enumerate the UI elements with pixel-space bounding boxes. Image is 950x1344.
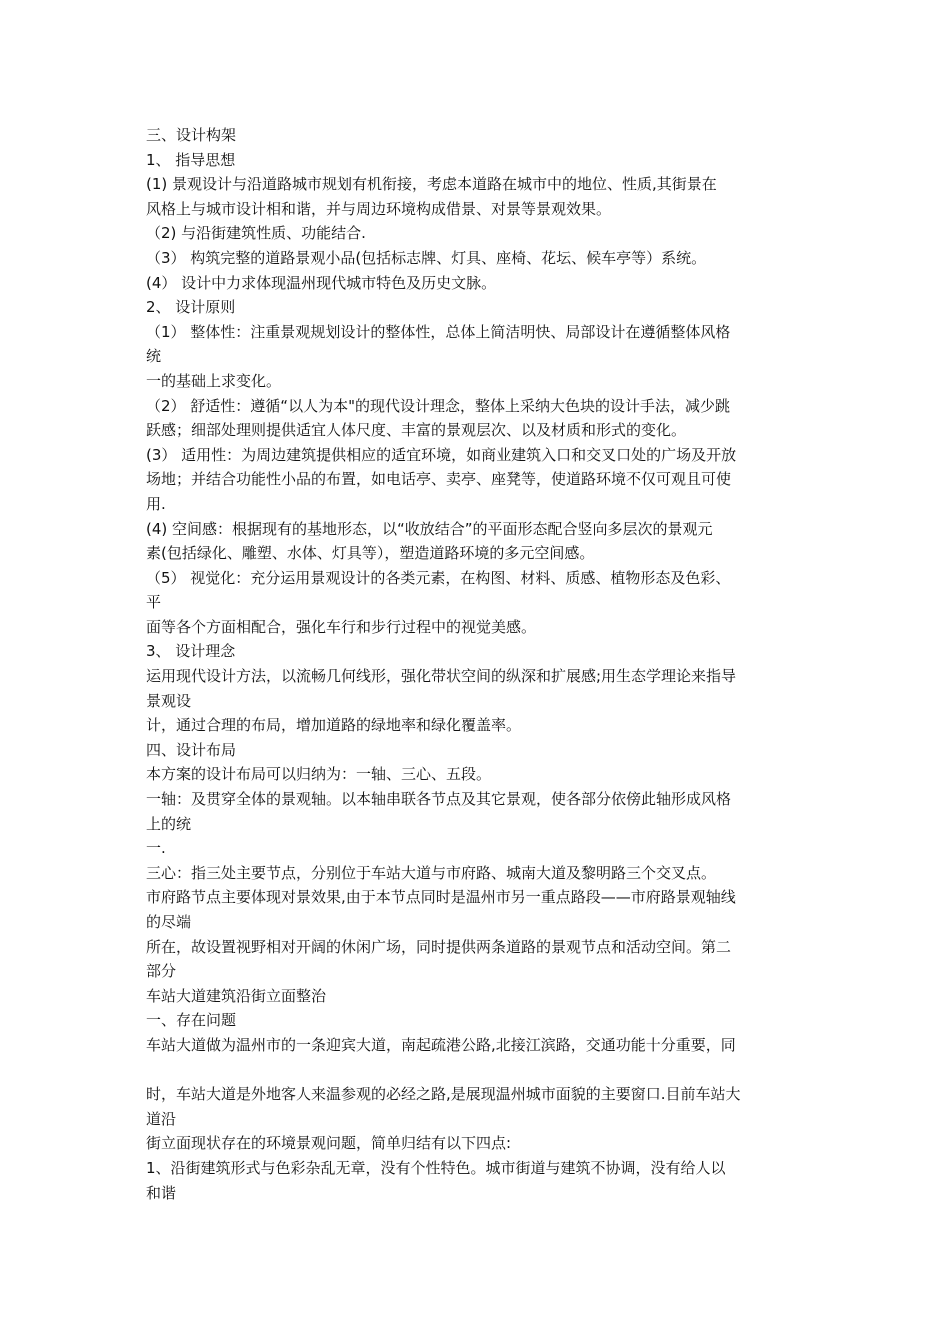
- text-line: 计，通过合理的布局，增加道路的绿地率和绿化覆盖率。: [146, 716, 522, 735]
- text-line: [146, 1058, 816, 1083]
- text-line: 一轴：及贯穿全体的景观轴。以本轴串联各节点及其它景观，使各部分依傍此轴形成风格: [146, 790, 732, 809]
- text-line: (1) 景观设计与沿道路城市规划有机衔接，考虑本道路在城市中的地位、性质,其街景在: [146, 175, 717, 194]
- text-line: 部分: [146, 962, 177, 981]
- text-line: 三心：指三处主要节点，分别位于车站大道与市府路、城南大道及黎明路三个交叉点。: [146, 863, 717, 882]
- text-line: （5） 视觉化：充分运用景观设计的各类元素，在构图、材料、质感、植物形态及色彩、: [146, 568, 731, 587]
- text-line: 道沿: [146, 1109, 177, 1128]
- text-line: （3） 构筑完整的道路景观小品(包括标志牌、灯具、座椅、花坛、候车亭等）系统。: [146, 248, 707, 267]
- text-line: 市府路节点主要体现对景效果,由于本节点同时是温州市另一重点路段——市府路景观轴线: [146, 888, 736, 907]
- text-line: (4) 空间感：根据现有的基地形态，以“收放结合”的平面形态配合竖向多层次的景观元: [146, 519, 713, 538]
- text-line: （2） 舒适性：遵循“以人为本"的现代设计理念，整体上采纳大色块的设计手法，减少跳: [146, 396, 730, 415]
- text-line: 四、设计布局: [146, 740, 237, 759]
- text-line: 1、沿街建筑形式与色彩杂乱无章，没有个性特色。城市街道与建筑不协调，没有给人以: [146, 1158, 726, 1177]
- text-line: 运用现代设计方法，以流畅几何线形，强化带状空间的纵深和扩展感;用生态学理论来指导: [146, 667, 737, 686]
- text-line: 和谐: [146, 1183, 177, 1202]
- text-line: 跃感；细部处理则提供适宜人体尺度、丰富的景观层次、以及材质和形式的变化。: [146, 421, 687, 440]
- text-line: 用.: [146, 494, 166, 513]
- text-line: 场地；并结合功能性小品的布置，如电话亭、卖亭、座凳等，使道路环境不仅可观且可使: [146, 470, 732, 489]
- text-line: 统: [146, 347, 162, 366]
- text-line: 车站大道建筑沿街立面整治: [146, 986, 327, 1005]
- text-line: 2、 设计原则: [146, 298, 236, 317]
- text-line: 平: [146, 593, 162, 612]
- text-line: 时，车站大道是外地客人来温参观的必经之路,是展现温州城市面貌的主要窗口.目前车站大: [146, 1085, 741, 1104]
- text-line: （1） 整体性：注重景观规划设计的整体性，总体上简洁明快、局部设计在遵循整体风格: [146, 322, 731, 341]
- text-line: 面等各个方面相配合，强化车行和步行过程中的视觉美感。: [146, 617, 537, 636]
- text-line: 一.: [146, 839, 166, 858]
- text-line: 一的基础上求变化。: [146, 371, 282, 390]
- text-line: 上的统: [146, 814, 192, 833]
- text-line: 的尽端: [146, 913, 192, 931]
- text-line: 3、 设计理念: [146, 642, 236, 661]
- text-line: 三、设计构架: [146, 126, 237, 144]
- text-line: 车站大道做为温州市的一条迎宾大道，南起疏港公路,北接江滨路，交通功能十分重要，同: [146, 1035, 736, 1054]
- text-line: 所在，故设置视野相对开阔的休闲广场，同时提供两条道路的景观节点和活动空间。第二: [146, 937, 732, 956]
- text-line: 1、 指导思想: [146, 150, 236, 169]
- text-line: 景观设: [146, 691, 192, 710]
- document-body: [146, 123, 816, 1205]
- text-line: (3） 适用性：为周边建筑提供相应的适宜环境，如商业建筑入口和交叉口处的广场及开放: [146, 445, 737, 464]
- text-line: 街立面现状存在的环境景观问题，简单归结有以下四点:: [146, 1134, 512, 1153]
- text-line: （2) 与沿街建筑性质、功能结合.: [146, 224, 366, 243]
- text-line: 风格上与城市设计相和谐，并与周边环境构成借景、对景等景观效果。: [146, 199, 612, 218]
- text-line: 素(包括绿化、雕塑、水体、灯具等），塑造道路环境的多元空间感。: [146, 544, 595, 563]
- text-line: 本方案的设计布局可以归纳为：一轴、三心、五段。: [146, 765, 492, 784]
- text-line: (4） 设计中力求体现温州现代城市特色及历史文脉。: [146, 273, 497, 292]
- text-line: 一、存在问题: [146, 1011, 237, 1030]
